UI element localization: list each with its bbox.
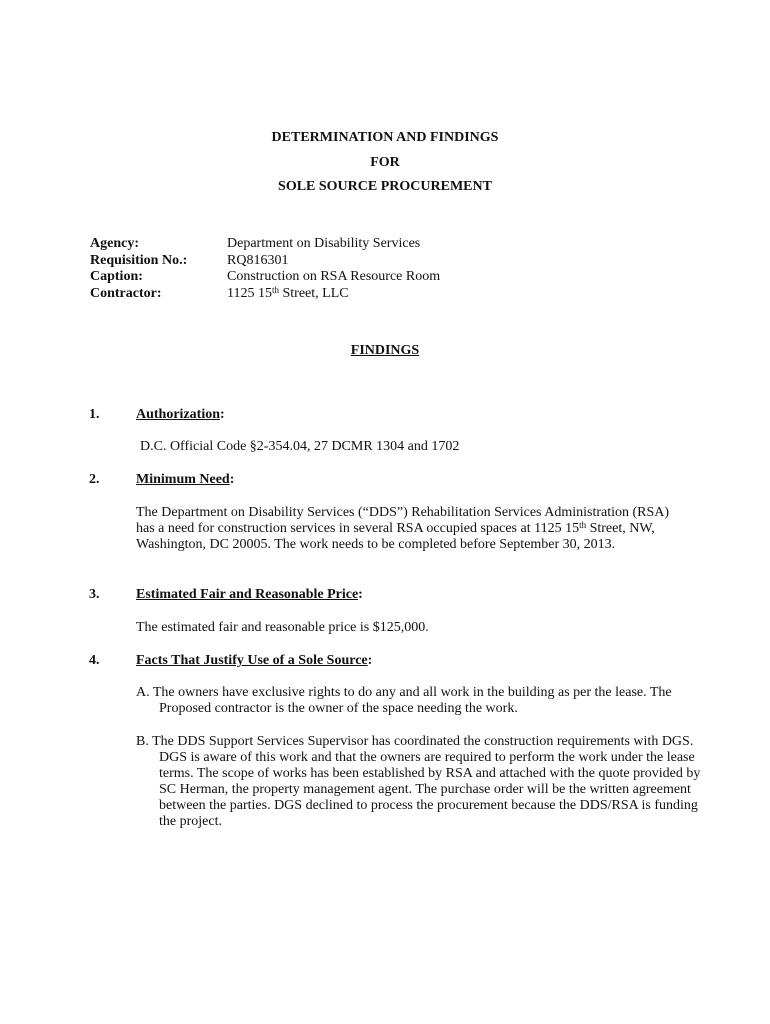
caption-label: Caption: bbox=[90, 269, 143, 284]
section-3-number: 3. bbox=[89, 587, 100, 602]
section-1-body: D.C. Official Code §2-354.04, 27 DCMR 1304 and 1702 bbox=[140, 439, 460, 454]
title-line-3: SOLE SOURCE PROCUREMENT bbox=[278, 179, 492, 194]
requisition-label: Requisition No.: bbox=[90, 253, 188, 268]
section-3-body: The estimated fair and reasonable price is $125,000. bbox=[136, 620, 429, 635]
title-line-2: FOR bbox=[370, 155, 400, 170]
section-3-heading: Estimated Fair and Reasonable Price: bbox=[136, 587, 363, 602]
contractor-value: 1125 15th Street, LLC bbox=[227, 285, 349, 301]
contractor-label: Contractor: bbox=[90, 286, 162, 301]
section-2-heading: Minimum Need: bbox=[136, 472, 235, 487]
section-1-number: 1. bbox=[89, 407, 100, 422]
list-item: A. The owners have exclusive rights to do any and all work in the building as per the lease. The Proposed contractor is the owner of the space needing the work. bbox=[136, 685, 672, 716]
section-1-heading: Authorization: bbox=[136, 407, 225, 422]
list-item: B. The DDS Support Services Supervisor has coordinated the construction requirements with DGS. DGS is aware of this work and that the owners are required to perform the work under the lease terms. The scope of works has been established by RSA and attached with the quote provided by SC Herman, the property management agent. The purchase order will be the written agreement between the parties. DGS declined to process the procurement because the DDS/RSA is funding the project. bbox=[136, 734, 701, 829]
section-4-heading: Facts That Justify Use of a Sole Source: bbox=[136, 653, 373, 668]
agency-value: Department on Disability Services bbox=[227, 236, 421, 251]
caption-value: Construction on RSA Resource Room bbox=[227, 269, 441, 284]
findings-heading: FINDINGS bbox=[350, 343, 420, 358]
title-line-1: DETERMINATION AND FINDINGS bbox=[271, 130, 499, 145]
section-2-body: The Department on Disability Services (“DDS”) Rehabilitation Services Administration (RSA) has a need for construction services in several RSA occupied spaces at 1125 15th Street, NW, Washington, DC 20005. The work needs to be completed before September 30, 2013. bbox=[136, 505, 670, 552]
agency-label: Agency: bbox=[90, 236, 139, 251]
section-4-number: 4. bbox=[89, 653, 100, 668]
section-2-number: 2. bbox=[89, 472, 100, 487]
requisition-value: RQ816301 bbox=[227, 253, 289, 268]
